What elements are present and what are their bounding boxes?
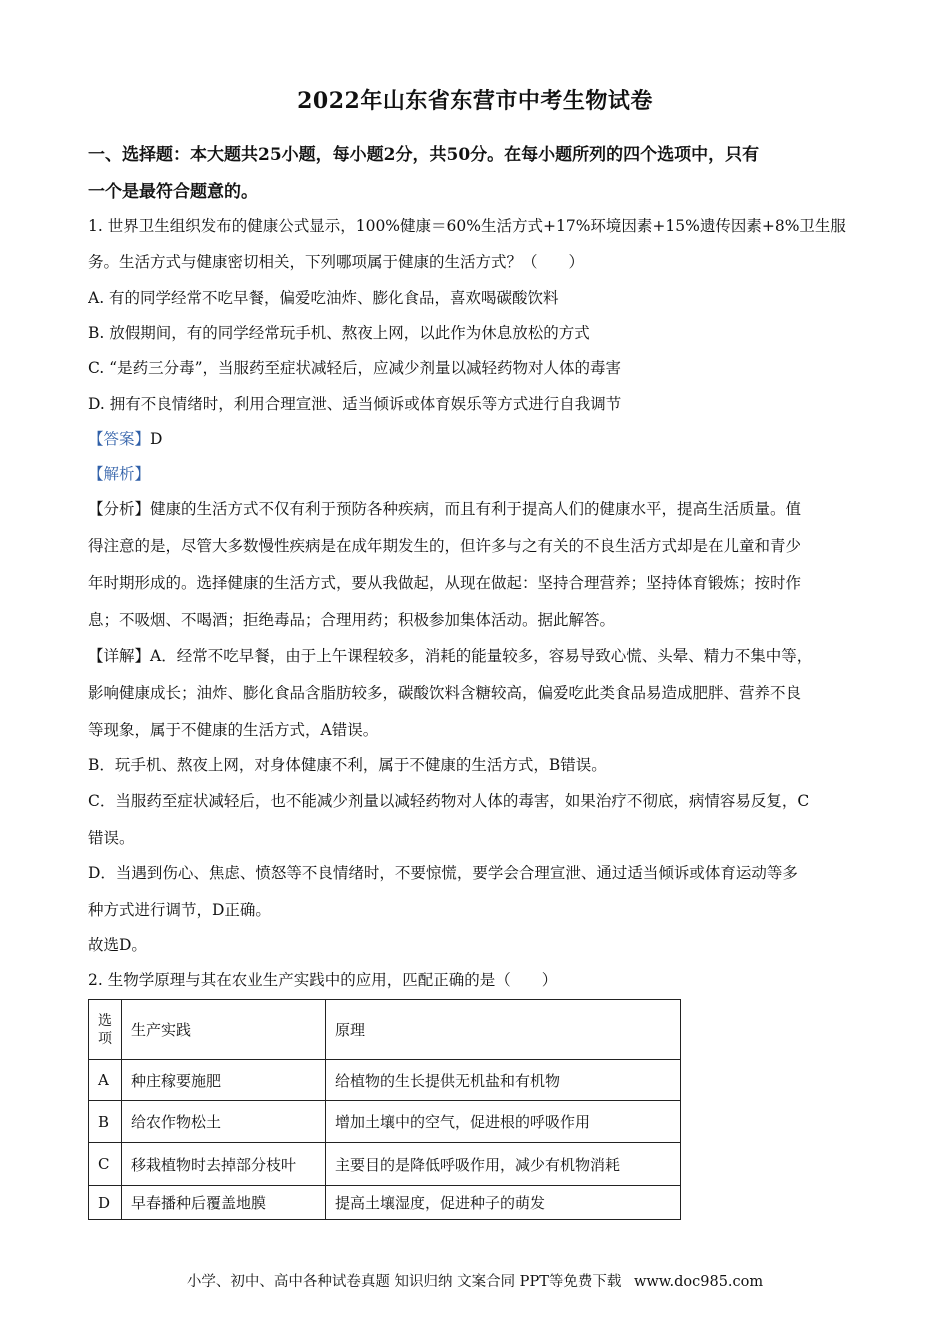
q1-detail-d-line-1: D．当遇到伤心、焦虑、愤怒等不良情绪时，不要惊慌，要学会合理宣泄、通过适当倾诉或体育运动等多 xyxy=(88,864,798,882)
q1-option-a: A. 有的同学经常不吃早餐，偏爱吃油炸、膨化食品，喜欢喝碳酸饮料 xyxy=(88,289,559,307)
table-cell: A xyxy=(89,1060,122,1101)
footer-link[interactable]: www.doc985.com xyxy=(633,1274,764,1290)
q1-fenxi-line-4: 息；不吸烟、不喝酒；拒绝毒品；合理用药；积极参加集体活动。据此解答。 xyxy=(88,611,616,629)
table-row xyxy=(89,1101,681,1143)
q1-detail-c-line-1: C．当服药至症状减轻后，也不能减少剂量以减轻药物对人体的毒害，如果治疗不彻底，病情容易反复，C xyxy=(88,792,810,810)
q2-table xyxy=(88,999,681,1220)
q1-fenxi-line-1 xyxy=(88,497,868,519)
table-row xyxy=(89,1186,681,1220)
table-cell: 移栽植物时去掉部分枝叶 xyxy=(122,1143,326,1186)
q1-xiangjie-line-1 xyxy=(88,644,868,666)
table-cell: 给植物的生长提供无机盐和有机物 xyxy=(326,1060,681,1101)
xiangjie-text-1: A．经常不吃早餐，由于上午课程较多，消耗的能量较多，容易导致心慌、头晕、精力不集中等， xyxy=(150,647,813,665)
table-header-row xyxy=(89,1000,681,1060)
table-cell: 主要目的是降低呼吸作用，减少有机物消耗 xyxy=(326,1143,681,1186)
q1-detail-c-line-2: 错误。 xyxy=(88,829,135,847)
section-heading-line-1: 一、选择题：本大题共25小题，每小题2分，共50分。在每小题所列的四个选项中，只有 xyxy=(88,145,760,165)
q1-option-c: C. “是药三分毒”，当服药至症状减轻后，应减少剂量以减轻药物对人体的毒害 xyxy=(88,359,622,377)
q1-fenxi-line-2: 得注意的是，尽管大多数慢性疾病是在成年期发生的，但许多与之有关的不良生活方式却是在儿童和青少 xyxy=(88,537,802,555)
q1-option-d: D. 拥有不良情绪时，利用合理宣泄、适当倾诉或体育娱乐等方式进行自我调节 xyxy=(88,395,622,413)
fenxi-text-1: 健康的生活方式不仅有利于预防各种疾病，而且有利于提高人们的健康水平，提高生活质量。值 xyxy=(150,500,802,518)
q1-detail-b: B．玩手机、熬夜上网，对身体健康不利，属于不健康的生活方式，B错误。 xyxy=(88,756,607,774)
xiangjie-tag: 【详解】 xyxy=(88,647,151,665)
footer-text: 小学、初中、高中各种试卷真题 知识归纳 文案合同 PPT等免费下载 xyxy=(186,1274,622,1290)
q1-xiangjie-line-2: 影响健康成长；油炸、膨化食品含脂肪较多，碳酸饮料含糖较高，偏爱吃此类食品易造成肥胖、营养不良 xyxy=(88,684,802,702)
q1-detail-d-line-2: 种方式进行调节，D正确。 xyxy=(88,901,271,919)
section-heading-line-2: 一个是最符合题意的。 xyxy=(88,182,258,202)
table-cell: D xyxy=(89,1186,122,1220)
q1-stem-line-2: 务。生活方式与健康密切相关，下列哪项属于健康的生活方式？（ ） xyxy=(88,253,585,271)
table-header-cell: 生产实践 xyxy=(122,1000,326,1060)
table-cell: 提高土壤湿度，促进种子的萌发 xyxy=(326,1186,681,1220)
page-footer xyxy=(0,1270,950,1291)
table-cell: 给农作物松土 xyxy=(122,1101,326,1143)
q1-analysis-line xyxy=(88,462,868,484)
q1-answer-line xyxy=(88,427,868,449)
answer-value: D xyxy=(150,430,163,448)
table-header-cell xyxy=(89,1000,122,1060)
table-cell: 增加土壤中的空气，促进根的呼吸作用 xyxy=(326,1101,681,1143)
answer-tag: 【答案】 xyxy=(88,430,151,448)
table-cell: 早春播种后覆盖地膜 xyxy=(122,1186,326,1220)
table-row xyxy=(89,1143,681,1186)
q2-stem: 2. 生物学原理与其在农业生产实践中的应用，匹配正确的是（ ） xyxy=(88,971,558,989)
q1-option-b: B. 放假期间，有的同学经常玩手机、熬夜上网，以此作为休息放松的方式 xyxy=(88,324,590,342)
header-option-label: 选项 xyxy=(98,1012,112,1047)
table-header-cell: 原理 xyxy=(326,1000,681,1060)
analysis-tag: 【解析】 xyxy=(88,465,151,483)
fenxi-tag: 【分析】 xyxy=(88,500,151,518)
exam-title: 2022年山东省东营市中考生物试卷 xyxy=(297,88,653,114)
table-cell: 种庄稼要施肥 xyxy=(122,1060,326,1101)
q1-conclusion: 故选D。 xyxy=(88,936,147,954)
q1-stem-line-1: 1. 世界卫生组织发布的健康公式显示，100%健康＝60%生活方式+17%环境因素+15%遗传因素+8%卫生服 xyxy=(88,217,846,235)
q1-xiangjie-line-3: 等现象，属于不健康的生活方式，A错误。 xyxy=(88,721,379,739)
q1-fenxi-line-3: 年时期形成的。选择健康的生活方式，要从我做起，从现在做起：坚持合理营养；坚持体育锻炼；按时作 xyxy=(88,574,802,592)
table-cell: C xyxy=(89,1143,122,1186)
table-row xyxy=(89,1060,681,1101)
table-cell: B xyxy=(89,1101,122,1143)
